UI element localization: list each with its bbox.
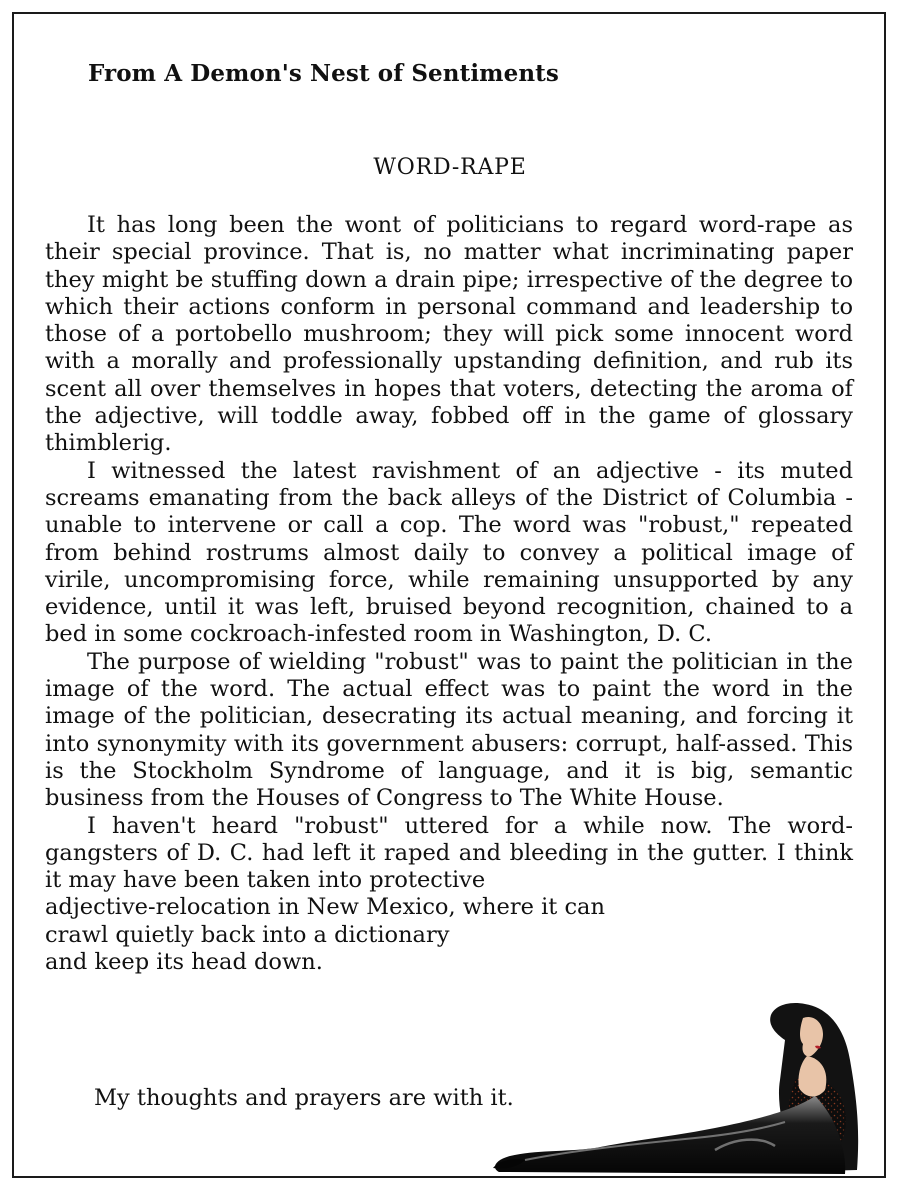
paragraph-4-line-3: crawl quietly back into a dictionary xyxy=(45,921,450,948)
essay-title: WORD-RAPE xyxy=(373,155,527,180)
paragraph-4 xyxy=(45,813,853,977)
paragraph-4-line-2: adjective-relocation in New Mexico, where it can xyxy=(45,894,605,921)
paragraph-4-line-4: and keep its head down. xyxy=(45,949,323,976)
essay-body xyxy=(45,212,853,976)
reclining-woman-illustration xyxy=(485,1000,865,1176)
source-line: From A Demon's Nest of Sentiments xyxy=(88,60,559,87)
paragraph-3: The purpose of wielding "robust" was to paint the politician in the image of the word. The actual effect was to paint the word in the image of the politician, desecrating its actual meaning, and forcing it into synonymity with its government abusers: corrupt, half-assed. This is the Stockholm Syndrome of language, and it is big, semantic business from the Houses of Congress to The White House. xyxy=(45,648,853,812)
paragraph-2: I witnessed the latest ravishment of an adjective - its muted screams emanating from the back alleys of the District of Columbia - unable to intervene or call a cop. The word was "robust," repeated from behind rostrums almost daily to convey a political image of virile, uncompromising force, while remaining unsupported by any evidence, until it was left, bruised beyond recognition, chained to a bed in some cockroach-infested room in Washington, D. C. xyxy=(45,457,853,648)
body-suit-shape xyxy=(495,1096,845,1174)
closing-line: My thoughts and prayers are with it. xyxy=(94,1085,514,1111)
paragraph-4-line-1: I haven't heard "robust" uttered for a while now. The word-gangsters of D. C. had left it raped and bleeding in the gutter. I think it may have been taken into protective xyxy=(45,812,853,894)
paragraph-1: It has long been the wont of politicians to regard word-rape as their special province. That is, no matter what incriminating paper they might be stuffing down a drain pipe; irrespective of the degree to which their actions conform in personal command and leadership to those of a portobello mushroom; they will pick some innocent word with a morally and professionally upstanding definition, and rub its scent all over themselves in hopes that voters, detecting the aroma of the adjective, will toddle away, fobbed off in the game of glossary thimblerig. xyxy=(45,212,853,457)
